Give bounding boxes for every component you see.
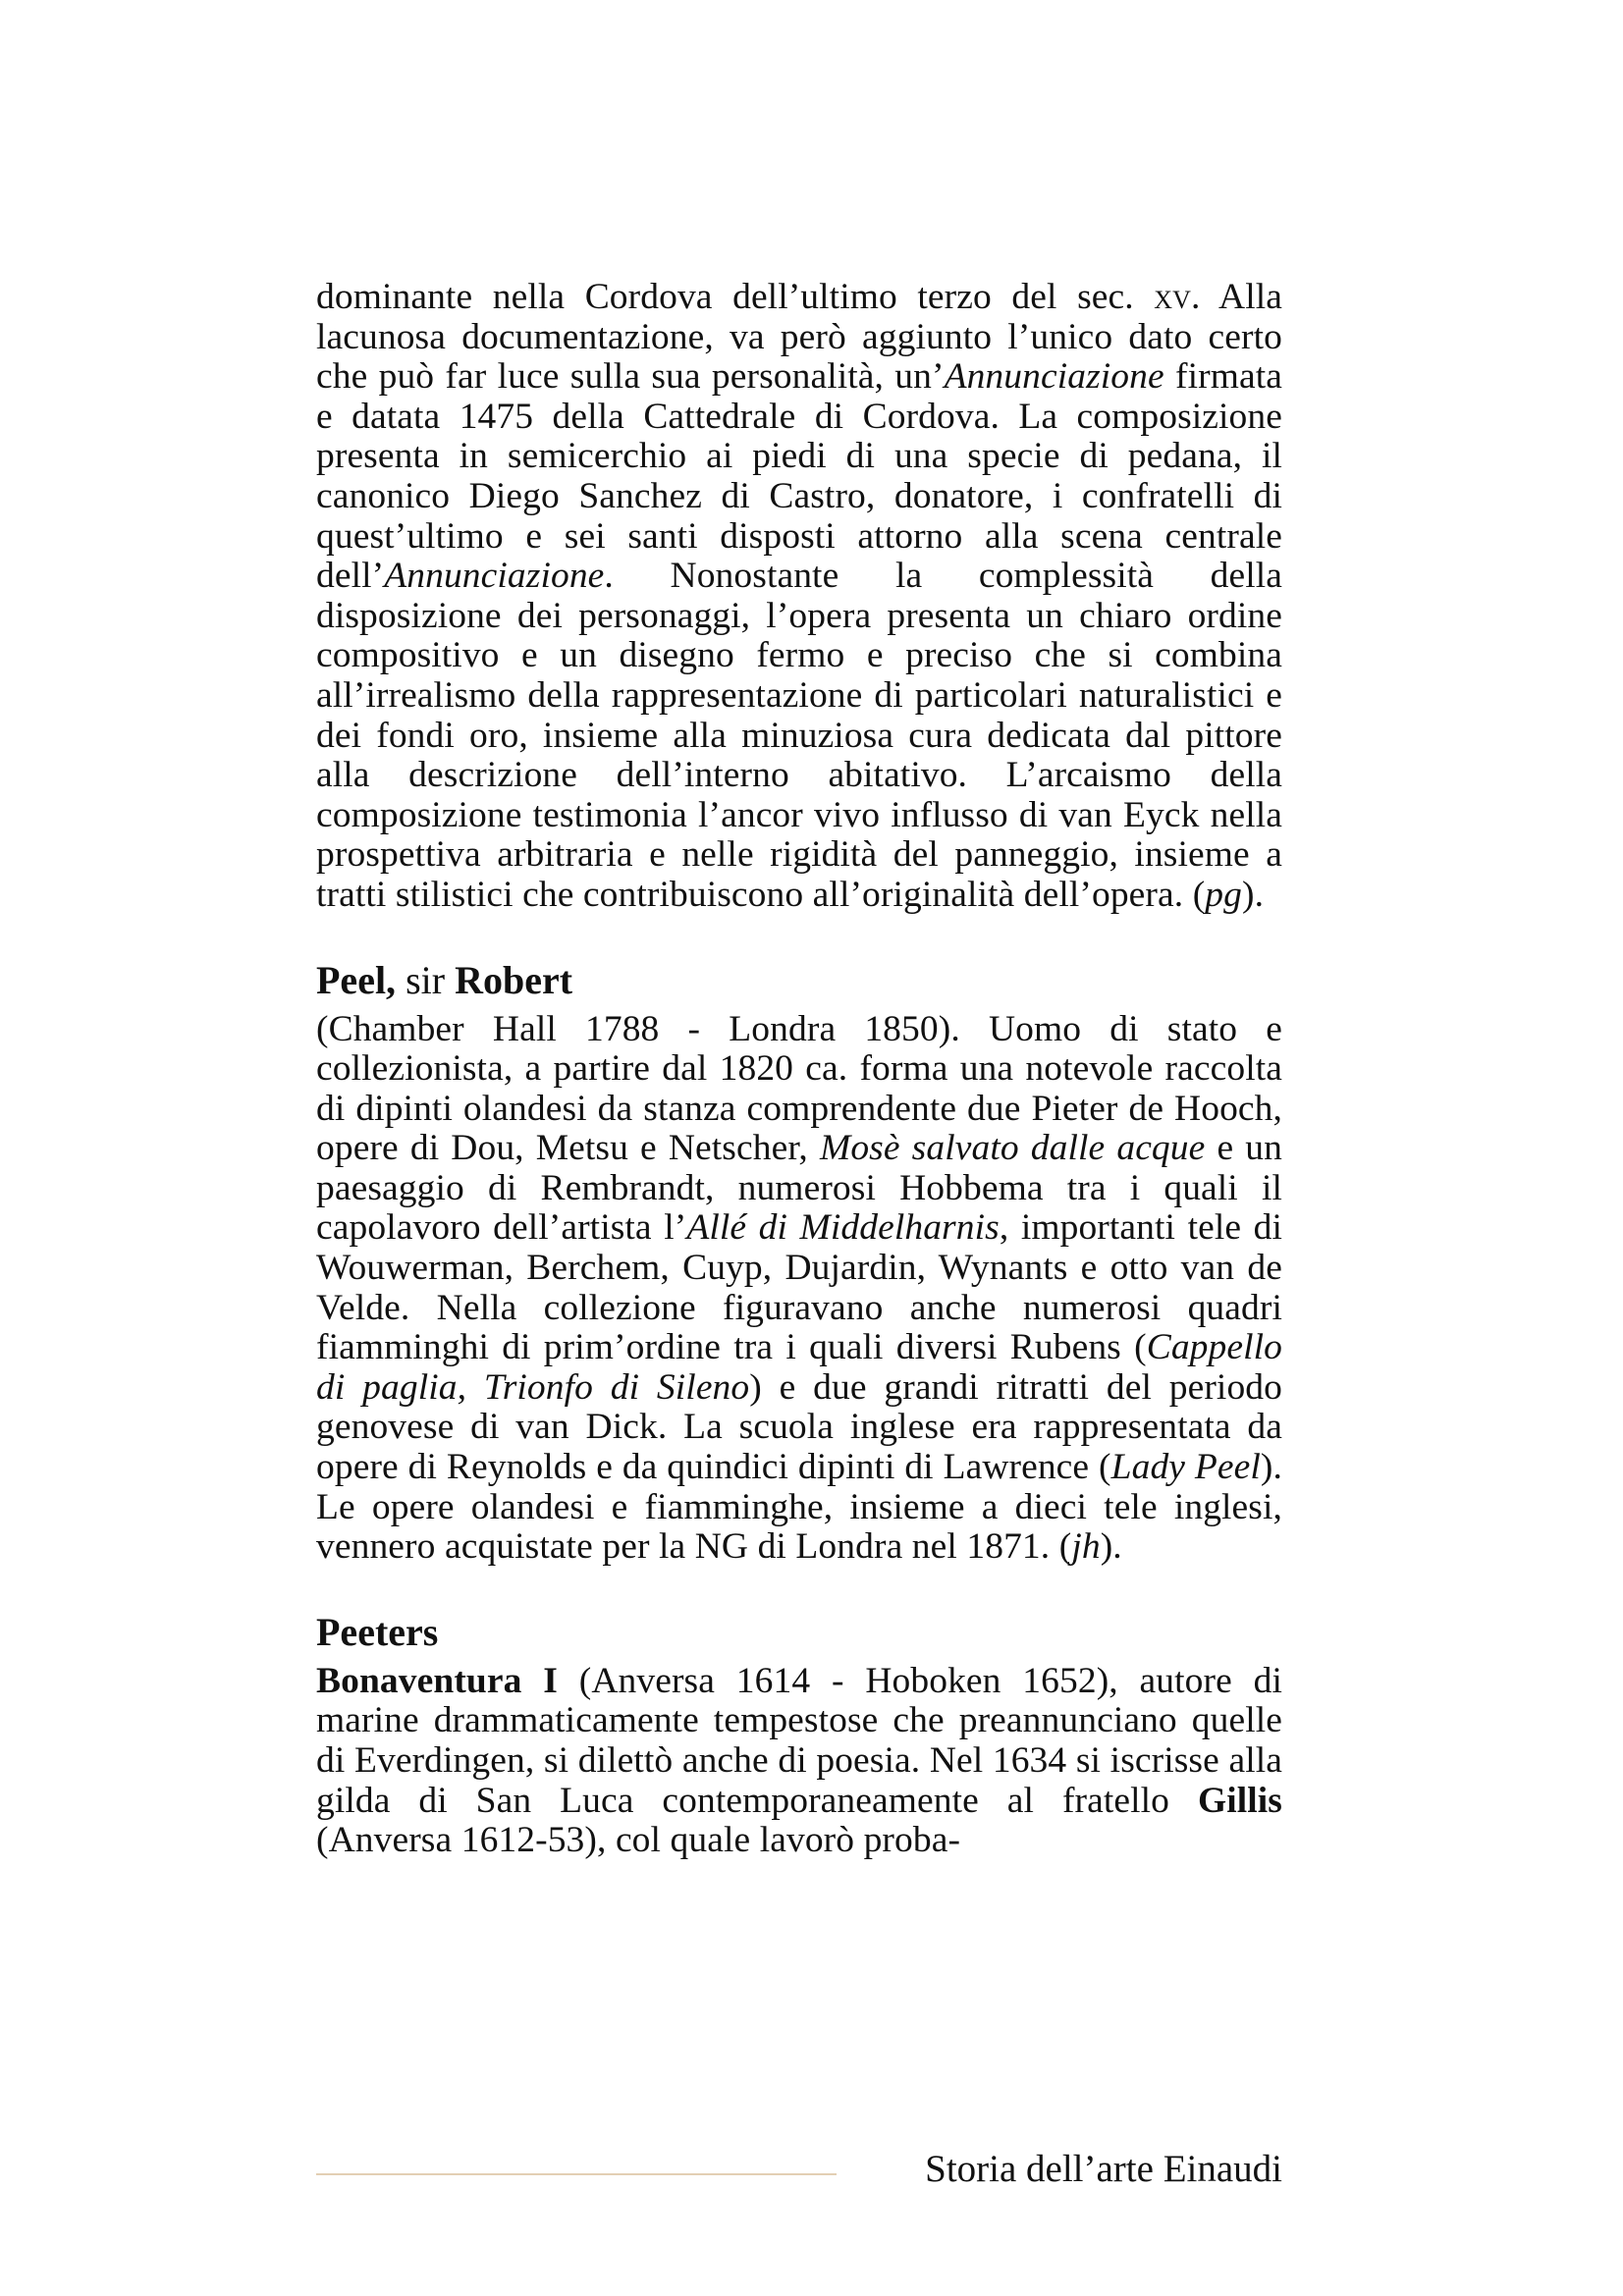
- artwork-title: Annunciazione: [384, 556, 605, 597]
- entry-peeters-heading: [316, 1611, 1282, 1654]
- artwork-title: Lady Peel: [1110, 1447, 1261, 1488]
- entry-cordova-paragraph: [316, 278, 1282, 916]
- entry-surname: Peel,: [316, 957, 397, 1002]
- text-run: . Nonostante la complessità della disposizione dei personaggi, l’opera presenta un chiaro ordine compositivo e un disegno fermo e preciso che si combina all’irrealismo della rappresentazione di particolari naturalistici e dei fondi oro, insieme alla minuziosa cura dedicata dal pittore alla descrizione dell’interno abitativo. L’arcaismo della composizione testimonia l’ancor vivo influsso di van Eyck nella prospettiva arbitraria e nelle rigidità del panneggio, insieme a tratti stilistici che contribuiscono all’originalità dell’opera. (: [316, 556, 1282, 915]
- century-numeral: xv.: [1154, 277, 1201, 317]
- author-initials: pg: [1205, 874, 1242, 915]
- text-run: firmata e datata 1475 della Cattedrale di Cordova. La composizione presenta in semicerchio ai piedi di una specie di pedana, il canonico Diego Sanchez di Castro, donatore, i confratelli di quest’ultimo e sei santi disposti attorno alla scena centrale dell’: [316, 356, 1282, 597]
- text-run: e un paesaggio di Rembrandt, numerosi Hobbema tra i quali il capolavoro dell’artista l’: [316, 1128, 1282, 1249]
- entry-surname: Peeters: [316, 1609, 439, 1654]
- entry-title-word: sir: [396, 957, 456, 1002]
- author-initials: jh: [1071, 1526, 1101, 1568]
- person-name: Bonaventura I: [316, 1660, 558, 1701]
- text-run: Alla lacunosa documentazione, va però aggiunto l’unico dato certo che può far luce sulla sua personalità, un’: [316, 277, 1282, 398]
- page-footer: [316, 2140, 1282, 2199]
- text-run: ).: [1100, 1526, 1122, 1568]
- entry-peel-paragraph: [316, 1010, 1282, 1568]
- entry-peel-heading: [316, 959, 1282, 1002]
- text-run: dominante nella Cordova dell’ultimo terzo del sec.: [316, 277, 1134, 317]
- artwork-title: Cappello di paglia, Trionfo di Sileno: [316, 1327, 1282, 1408]
- text-run: ) e due grandi ritratti del periodo genovese di van Dick. La scuola inglese era rappresentata da opere di Reynolds e da quindici dipinti di Lawrence (: [316, 1366, 1282, 1488]
- text-run: (Anversa 1612-53), col quale lavorò proba-: [316, 1820, 961, 1861]
- entry-given-name: Robert: [455, 957, 573, 1002]
- artwork-title: Mosè salvato dalle acque: [819, 1128, 1206, 1169]
- text-run: ). Le opere olandesi e fiamminghe, insieme a dieci tele inglesi, vennero acquistate per la NG di Londra nel 1871. (: [316, 1447, 1282, 1568]
- entry-peeters-paragraph: [316, 1662, 1282, 1861]
- person-name: Gillis: [1197, 1780, 1282, 1821]
- text-run: (Anversa 1614 - Hoboken 1652), autore di marine drammaticamente tempestose che preannunciano quelle di Everdingen, si dilettò anche di poesia. Nel 1634 si iscrisse alla gilda di San Luca contemporaneamente al fratello: [316, 1660, 1283, 1821]
- footer-rule: [316, 2173, 837, 2175]
- text-run: , importanti tele di Wouwerman, Berchem, Cuyp, Dujardin, Wynants e otto van de Velde. Nella collezione figuravano anche numerosi quadri fiamminghi di prim’ordine tra i quali diversi Rubens (: [316, 1207, 1282, 1368]
- text-run: (Chamber Hall 1788 - Londra 1850). Uomo di stato e collezionista, a partire dal 1820 ca. forma una notevole raccolta di dipinti olandesi da stanza comprendente due Pieter de Hooch, opere di Dou, Metsu e Netscher,: [316, 1008, 1282, 1169]
- page-body: [316, 278, 1282, 1861]
- text-run: ).: [1241, 874, 1265, 915]
- footer-publication-title: Storia dell’arte Einaudi: [925, 2148, 1282, 2190]
- artwork-title: Annunciazione: [944, 356, 1164, 398]
- artwork-title: Allé di Middelharnis: [686, 1207, 1000, 1249]
